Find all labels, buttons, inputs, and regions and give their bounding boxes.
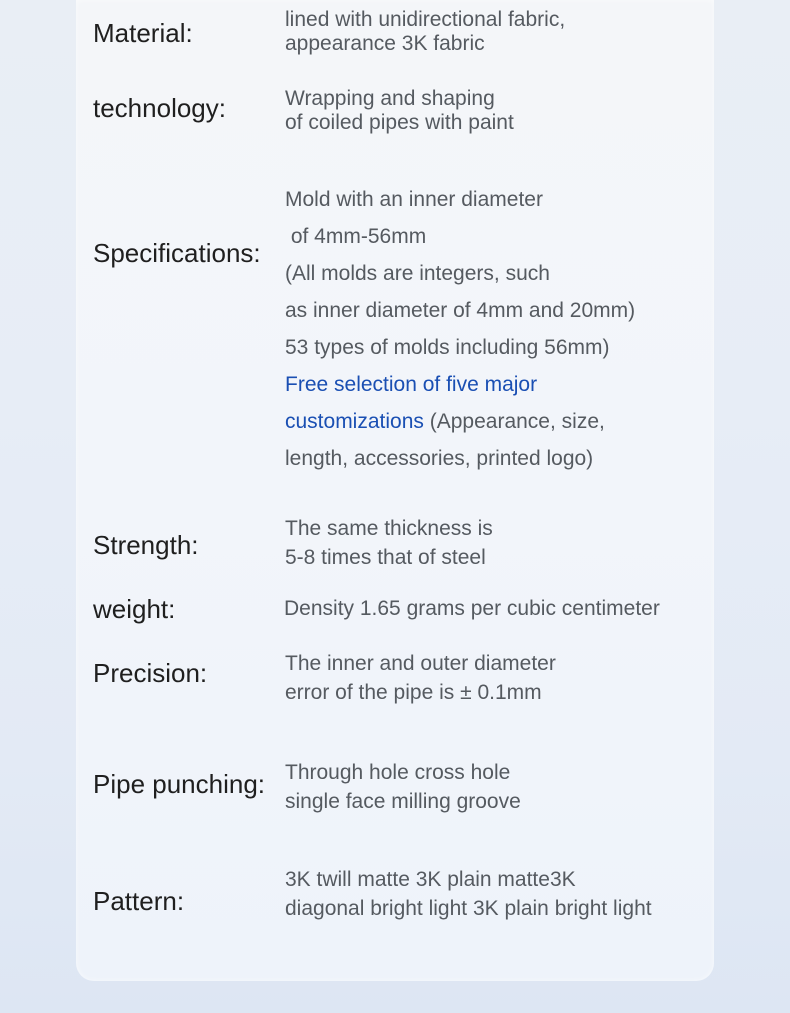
material-value bbox=[285, 8, 565, 56]
spec-line-2: of 4mm-56mm bbox=[285, 225, 427, 248]
material-label: Material: bbox=[93, 18, 193, 48]
pipe-punching-label: Pipe punching: bbox=[93, 769, 266, 799]
strength-line-1: The same thickness is bbox=[285, 517, 493, 540]
spec-tail-1: (Appearance, size, bbox=[429, 410, 605, 433]
pattern-line-2: diagonal bright light 3K plain bright light bbox=[285, 897, 652, 920]
spec-line-1: Mold with an inner diameter bbox=[285, 188, 543, 211]
spec-tail-2: length, accessories, printed logo) bbox=[285, 447, 594, 470]
spec-line-7 bbox=[285, 403, 635, 440]
weight-line-1: Density 1.65 grams per cubic centimeter bbox=[284, 597, 660, 620]
spec-line-4: as inner diameter of 4mm and 20mm) bbox=[285, 299, 636, 322]
spec-line-5: 53 types of molds including 56mm) bbox=[285, 336, 610, 359]
precision-label: Precision: bbox=[93, 658, 208, 688]
material-line-1: lined with unidirectional fabric, bbox=[285, 8, 566, 31]
specifications-value bbox=[285, 181, 635, 477]
strength-value bbox=[285, 514, 493, 572]
pattern-label: Pattern: bbox=[93, 886, 185, 916]
material-line-2: appearance 3K fabric bbox=[285, 32, 485, 55]
spec-line-3: (All molds are integers, such bbox=[285, 262, 550, 285]
spec-card bbox=[76, 0, 714, 981]
weight-label: weight: bbox=[93, 594, 176, 624]
pattern-line-1: 3K twill matte 3K plain matte3K bbox=[285, 868, 576, 891]
pipe-punching-line-2: single face milling groove bbox=[285, 790, 521, 813]
pipe-punching-value bbox=[285, 758, 521, 816]
spec-highlight-2: customizations bbox=[285, 410, 424, 433]
specifications-label: Specifications: bbox=[93, 238, 261, 268]
strength-label: Strength: bbox=[93, 530, 199, 560]
pattern-value bbox=[285, 865, 652, 923]
pipe-punching-line-1: Through hole cross hole bbox=[285, 761, 511, 784]
spec-highlight-1: Free selection of five major bbox=[285, 373, 538, 396]
technology-line-2: of coiled pipes with paint bbox=[285, 111, 514, 134]
weight-value bbox=[284, 594, 660, 623]
technology-line-1: Wrapping and shaping bbox=[285, 87, 495, 110]
precision-line-1: The inner and outer diameter bbox=[285, 652, 556, 675]
technology-label: technology: bbox=[93, 93, 226, 123]
technology-value bbox=[285, 87, 514, 135]
strength-line-2: 5-8 times that of steel bbox=[285, 546, 486, 569]
precision-value bbox=[285, 649, 556, 707]
precision-line-2: error of the pipe is ± 0.1mm bbox=[285, 681, 542, 704]
